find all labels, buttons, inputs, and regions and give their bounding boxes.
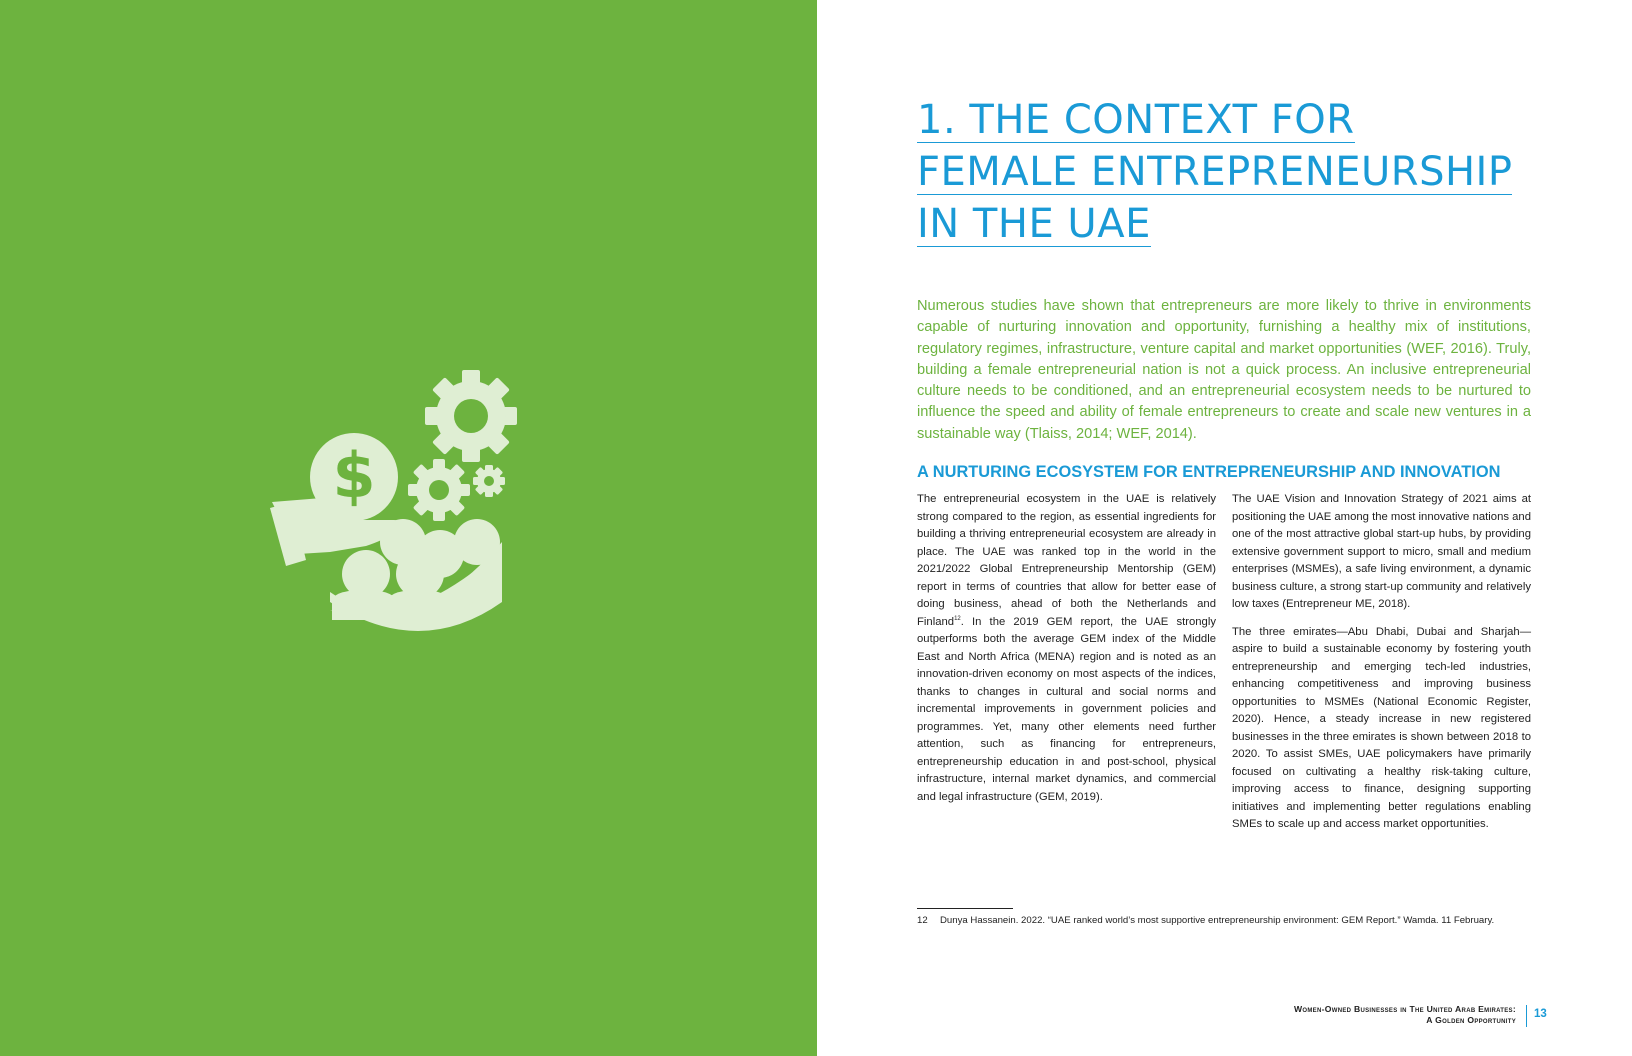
left-paragraph-part-2: . In the 2019 GEM report, the UAE strongly outperforms both the average GEM index of the Middle East and North Africa (MENA) region and is noted as an innovation-driven economy on most aspects of the indices, thanks to changes in cultural and social norms and incremental improvements in government policies and programmes. Yet, many other elements need further attention, such as financing for entrepreneurs, entrepreneurship education in and post-school, physical infrastructure, internal market dynamics, and commercial and legal infrastructure (GEM, 2019). [917,615,1216,803]
left-column-paragraph [917,491,1216,806]
footer-divider [1526,1005,1527,1027]
footnote-text: Dunya Hassanein. 2022. “UAE ranked world’s most supportive entrepreneurship environment: GEM Report.” Wamda. 11 February. [940,915,1495,926]
right-column-paragraph-1: The UAE Vision and Innovation Strategy of 2021 aims at positioning the UAE among the most innovative nations and one of the most attractive global start-up hubs, by providing extensive government support to micro, small and medium enterprises (MSMEs), a safe living environment, a dynamic business culture, a strong start-up community and relatively low taxes (Entrepreneur ME, 2018). [1232,493,1531,610]
svg-text:$: $ [332,439,376,512]
small-gear-icon [473,465,505,497]
intro-paragraph: Numerous studies have shown that entrepreneurs are more likely to thrive in environments capable of nurturing innovation and opportunity, furnishing a healthy mix of institutions, regulatory regimes, infrastructure, venture capital and market opportunities (WEF, 2016). Truly, building a female entrepreneurial nation is not a quick process. An inclusive entrepreneurial culture needs to be conditioned, and an entrepreneurial ecosystem needs to be nurtured to influence the speed and ability of female entrepreneurs to create and scale new ventures in a sustainable way (Tlaiss, 2014; WEF, 2014). [917,298,1531,442]
large-gear-icon [425,370,517,462]
running-footer-line-1: Women-Owned Businesses in The United Arab Emirates: [1294,1004,1516,1014]
entrepreneurship-illustration [270,370,550,650]
chapter-title-line-3: IN THE UAE [917,201,1151,247]
chapter-title-line-1: 1. THE CONTEXT FOR [917,97,1355,143]
running-footer [1294,1004,1516,1026]
footnote [917,914,1537,928]
footnote-number: 12 [917,915,928,926]
left-paragraph-part-1: The entrepreneurial ecosystem in the UAE is relatively strong compared to the region, as essential ingredients for building a thriving entrepreneurial ecosystem are already in place. The UAE was ranked top in the world in the 2021/2022 Global Entrepreneurship Mentorship (GEM) report in terms of countries that allow for better ease of doing business, ahead of both the Netherlands and Finland [917,493,1216,628]
right-column-paragraph-2: The three emirates—Abu Dhabi, Dubai and Sharjah—aspire to build a sustainable economy by fostering youth entrepreneurship and emerging tech-led industries, enhancing competitiveness and improving business opportunities to MSMEs (National Economic Register, 2020). Hence, a steady increase in new registered businesses in the three emirates is shown between 2018 to 2020. To assist SMEs, UAE policymakers have primarily focused on cultivating a healthy risk-taking culture, improving access to finance, designing supporting initiatives and implementing better regulations enabling SMEs to scale up and access market opportunities. [1232,625,1531,830]
running-footer-line-2: A Golden Opportunity [1426,1015,1516,1025]
page-number: 13 [1534,1008,1547,1020]
chapter-title-line-2: FEMALE ENTREPRENEURSHIP [917,149,1513,195]
footnote-divider [917,908,1013,909]
chapter-title [917,96,1557,252]
footnote-reference: 12 [954,615,961,622]
right-column [1232,491,1531,844]
left-column [917,491,1216,816]
section-heading: A NURTURING ECOSYSTEM FOR ENTREPRENEURSHIP AND INNOVATION [917,463,1501,481]
medium-gear-icon [408,459,470,521]
